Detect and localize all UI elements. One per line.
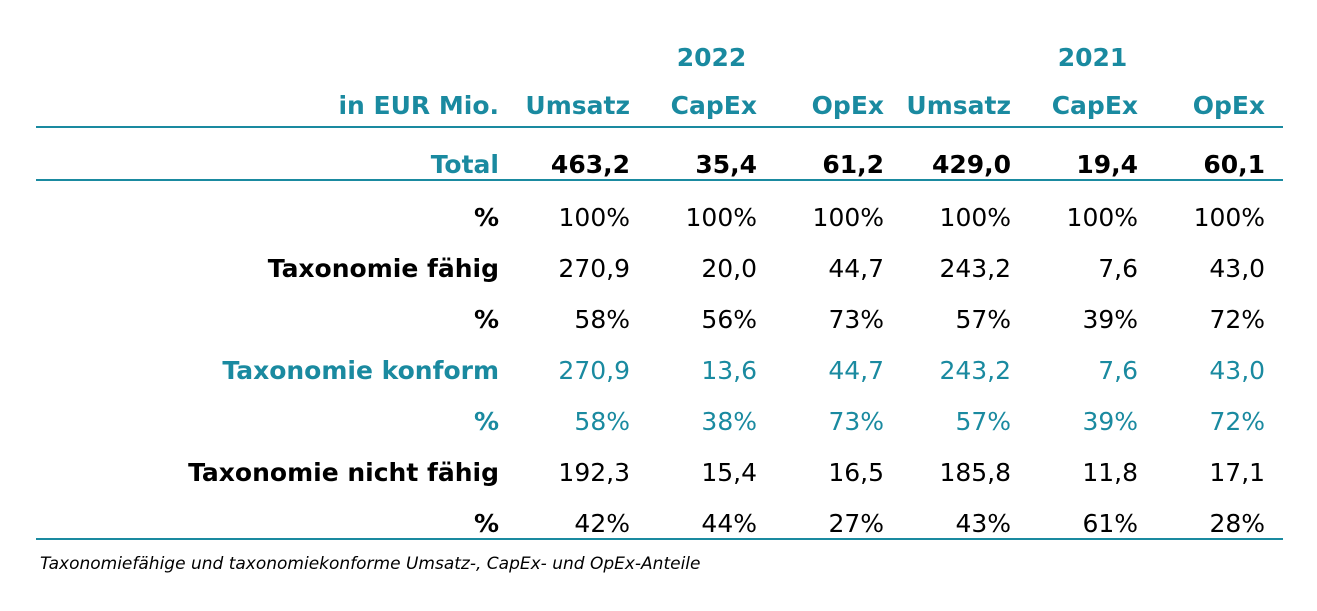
cell-pctfaehig-opex-2021: 72% — [1209, 305, 1266, 334]
cell-pctkonform-opex-2021: 72% — [1209, 407, 1266, 436]
cell-total-capex-2021: 19,4 — [1076, 150, 1139, 179]
column-header-row — [36, 76, 1283, 126]
col-header-opex-2022: OpEx — [811, 91, 885, 120]
cell-faehig-opex-2021: 43,0 — [1209, 254, 1266, 283]
cell-pctfaehig-capex-2022: 56% — [701, 305, 757, 334]
cell-faehig-opex-2022: 44,7 — [828, 254, 885, 283]
cell-pctfaehig-umsatz-2022: 58% — [574, 305, 630, 334]
cell-pcttotal-umsatz-2021: 100% — [939, 203, 1012, 232]
cell-pctkonform-opex-2022: 73% — [828, 407, 885, 436]
row-label-percent-total: % — [473, 203, 499, 232]
col-header-capex-2022: CapEx — [670, 91, 757, 120]
cell-total-umsatz-2021: 429,0 — [931, 150, 1012, 179]
cell-total-opex-2021: 60,1 — [1203, 150, 1266, 179]
cell-total-capex-2022: 35,4 — [695, 150, 757, 179]
cell-pcttotal-opex-2022: 100% — [812, 203, 885, 232]
taxonomy-table — [36, 26, 1283, 540]
table-row-taxonomie-faehig — [36, 232, 1283, 283]
cell-pctfaehig-capex-2021: 39% — [1082, 305, 1139, 334]
cell-konform-umsatz-2021: 243,2 — [939, 356, 1012, 385]
table-row-total-percent — [36, 181, 1283, 232]
year-header-2021: 2021 — [1057, 43, 1128, 72]
table-row-taxonomie-faehig-percent — [36, 283, 1283, 334]
cell-pctnichtfaehig-opex-2022: 27% — [828, 509, 885, 538]
cell-nichtfaehig-capex-2021: 11,8 — [1082, 458, 1139, 487]
cell-nichtfaehig-capex-2022: 15,4 — [701, 458, 757, 487]
cell-pctfaehig-opex-2022: 73% — [828, 305, 885, 334]
table-caption: Taxonomiefähige und taxonomiekonforme Umsatz-, CapEx- und OpEx-Anteile — [40, 554, 701, 574]
cell-total-umsatz-2022: 463,2 — [550, 150, 630, 179]
row-label-konform-accent: konform — [381, 356, 499, 385]
year-header-2022: 2022 — [676, 43, 747, 72]
cell-pcttotal-capex-2021: 100% — [1066, 203, 1139, 232]
cell-pcttotal-opex-2021: 100% — [1193, 203, 1266, 232]
cell-konform-umsatz-2022: 270,9 — [558, 356, 630, 385]
table-sheet — [0, 26, 1317, 611]
unit-label: in EUR Mio. — [338, 91, 499, 120]
cell-nichtfaehig-opex-2022: 16,5 — [828, 458, 885, 487]
col-header-capex-2021: CapEx — [1051, 91, 1139, 120]
cell-pctkonform-capex-2022: 38% — [701, 407, 757, 436]
table-row-taxonomie-nicht-faehig — [36, 436, 1283, 487]
cell-pctnichtfaehig-umsatz-2021: 43% — [955, 509, 1012, 538]
row-label-percent-faehig: % — [473, 305, 499, 334]
cell-pctkonform-umsatz-2021: 57% — [955, 407, 1012, 436]
row-label-konform-prefix: Taxonomie — [222, 356, 382, 385]
cell-faehig-capex-2022: 20,0 — [701, 254, 757, 283]
cell-faehig-umsatz-2022: 270,9 — [558, 254, 630, 283]
cell-konform-opex-2021: 43,0 — [1209, 356, 1266, 385]
row-label-taxonomie-faehig: Taxonomie fähig — [267, 254, 499, 283]
year-header-row — [36, 26, 1283, 76]
cell-nichtfaehig-umsatz-2022: 192,3 — [558, 458, 630, 487]
row-label-percent-konform: % — [473, 407, 499, 436]
col-header-opex-2021: OpEx — [1192, 91, 1266, 120]
col-header-umsatz-2021: Umsatz — [906, 91, 1012, 120]
rule-line — [36, 538, 1283, 540]
cell-pctkonform-umsatz-2022: 58% — [574, 407, 630, 436]
cell-pctnichtfaehig-umsatz-2022: 42% — [574, 509, 630, 538]
table-row-taxonomie-nicht-faehig-percent — [36, 487, 1283, 538]
cell-konform-capex-2022: 13,6 — [701, 356, 757, 385]
table-row-taxonomie-konform — [36, 334, 1283, 385]
cell-pcttotal-umsatz-2022: 100% — [558, 203, 630, 232]
cell-pctfaehig-umsatz-2021: 57% — [955, 305, 1012, 334]
cell-konform-opex-2022: 44,7 — [828, 356, 885, 385]
year-header-spacer — [36, 26, 521, 76]
bottom-rule — [36, 538, 1283, 540]
row-label-total: Total — [430, 150, 499, 179]
table-row-taxonomie-konform-percent — [36, 385, 1283, 436]
table-row-total — [36, 128, 1283, 179]
cell-pctnichtfaehig-capex-2021: 61% — [1082, 509, 1139, 538]
cell-pctnichtfaehig-capex-2022: 44% — [701, 509, 757, 538]
cell-pcttotal-capex-2022: 100% — [685, 203, 757, 232]
cell-pctkonform-capex-2021: 39% — [1082, 407, 1139, 436]
row-label-taxonomie-nicht-faehig: Taxonomie nicht fähig — [188, 458, 499, 487]
cell-faehig-capex-2021: 7,6 — [1098, 254, 1139, 283]
row-label-percent-nicht-faehig: % — [473, 509, 499, 538]
cell-konform-capex-2021: 7,6 — [1098, 356, 1139, 385]
cell-faehig-umsatz-2021: 243,2 — [939, 254, 1012, 283]
cell-pctnichtfaehig-opex-2021: 28% — [1209, 509, 1266, 538]
cell-nichtfaehig-opex-2021: 17,1 — [1209, 458, 1266, 487]
cell-nichtfaehig-umsatz-2021: 185,8 — [939, 458, 1012, 487]
row-label-taxonomie-konform — [36, 334, 521, 385]
cell-total-opex-2022: 61,2 — [822, 150, 885, 179]
col-header-umsatz-2022: Umsatz — [525, 91, 630, 120]
